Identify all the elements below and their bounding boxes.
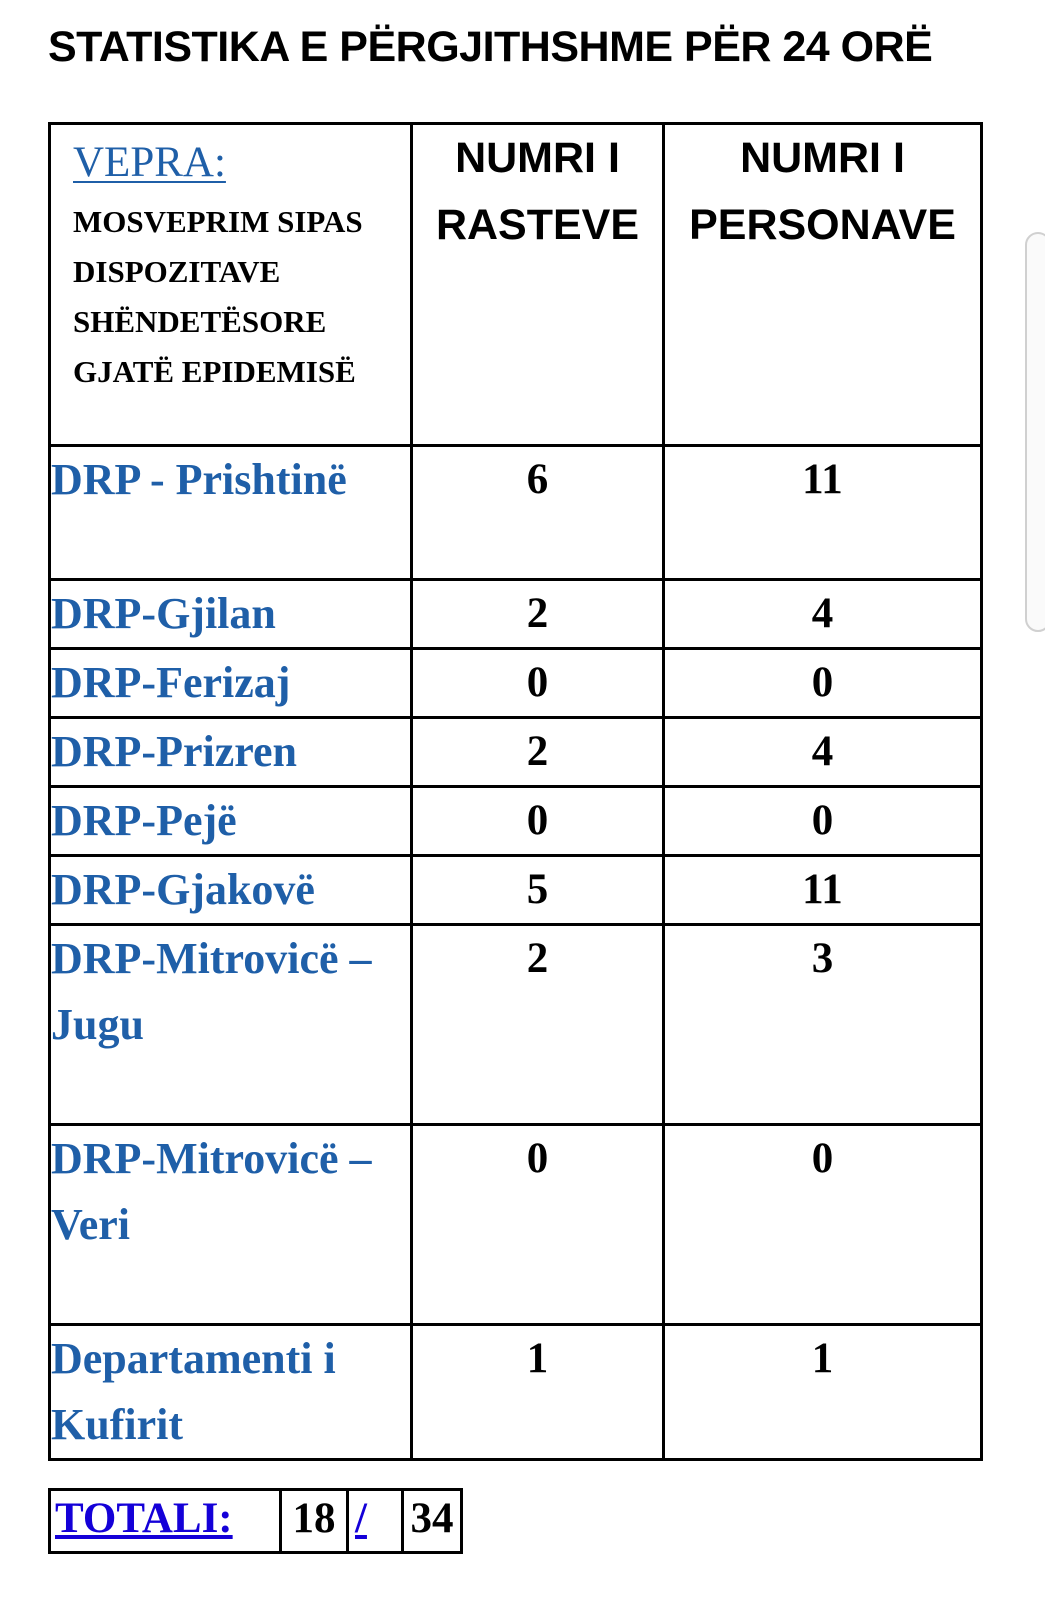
cases-cell: 2 <box>412 580 664 649</box>
region-cell: DRP-Mitrovicë – Jugu <box>50 925 412 1125</box>
cases-cell: 0 <box>412 1125 664 1325</box>
persons-cell: 1 <box>664 1325 982 1460</box>
persons-cell: 11 <box>664 856 982 925</box>
page-title: STATISTIKA E PËRGJITHSHME PËR 24 ORË <box>48 23 933 71</box>
statistics-table <box>48 122 983 1461</box>
table-row <box>50 718 982 787</box>
cases-cell: 1 <box>412 1325 664 1460</box>
region-cell: DRP-Gjakovë <box>50 856 412 925</box>
table-row <box>50 856 982 925</box>
totals-cases: 18 <box>282 1491 349 1551</box>
offense-header-cell <box>50 124 412 446</box>
table-row <box>50 649 982 718</box>
region-cell: DRP-Ferizaj <box>50 649 412 718</box>
persons-cell: 0 <box>664 649 982 718</box>
totals-label: TOTALI: <box>51 1491 282 1551</box>
persons-cell: 0 <box>664 1125 982 1325</box>
region-cell: Departamenti i Kufirit <box>50 1325 412 1460</box>
persons-cell: 3 <box>664 925 982 1125</box>
cases-cell: 5 <box>412 856 664 925</box>
region-cell: DRP-Pejë <box>50 787 412 856</box>
cases-cell: 6 <box>412 446 664 580</box>
region-cell: DRP - Prishtinë <box>50 446 412 580</box>
region-cell: DRP-Prizren <box>50 718 412 787</box>
table-row <box>50 1125 982 1325</box>
table-row <box>50 787 982 856</box>
table-row <box>50 1325 982 1460</box>
cases-cell: 2 <box>412 718 664 787</box>
totals-persons: 34 <box>410 1495 454 1542</box>
totals-separator: / <box>349 1491 404 1551</box>
cases-cell: 0 <box>412 787 664 856</box>
table-row <box>50 580 982 649</box>
vepra-label: VEPRA: <box>73 139 226 186</box>
cases-cell: 2 <box>412 925 664 1125</box>
cases-cell: 0 <box>412 649 664 718</box>
totals-row <box>48 1488 463 1554</box>
table-row <box>50 446 982 580</box>
persons-cell: 4 <box>664 580 982 649</box>
table-header-row <box>50 124 982 446</box>
scroll-handle[interactable] <box>1025 232 1045 632</box>
persons-column-header: NUMRI I PERSONAVE <box>664 124 982 446</box>
persons-cell: 0 <box>664 787 982 856</box>
vepra-description: MOSVEPRIM SIPAS DISPOZITAVE SHËNDETËSORE GJATË EPIDEMISË <box>73 204 363 389</box>
table-row <box>50 925 982 1125</box>
persons-cell: 11 <box>664 446 982 580</box>
region-cell: DRP-Gjilan <box>50 580 412 649</box>
cases-column-header: NUMRI I RASTEVE <box>412 124 664 446</box>
persons-cell: 4 <box>664 718 982 787</box>
region-cell: DRP-Mitrovicë – Veri <box>50 1125 412 1325</box>
